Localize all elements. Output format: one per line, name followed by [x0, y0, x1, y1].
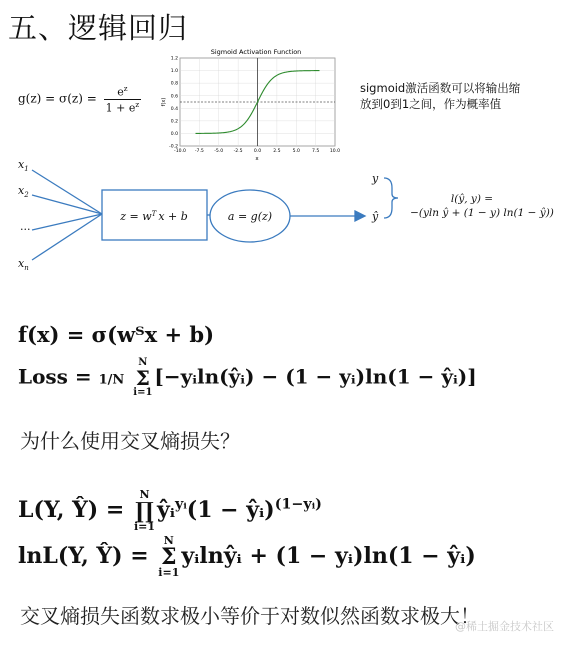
activation-label: a = g(z)	[227, 210, 273, 223]
sigmoid-fraction	[104, 84, 141, 114]
loss-line2: −(yln ŷ + (1 − y) ln(1 − ŷ))	[410, 207, 554, 219]
loss-formula	[18, 358, 477, 398]
log-likelihood-head: lnL(Y, Ŷ) =	[18, 543, 157, 569]
x-tick-label: 5.0	[292, 149, 300, 154]
frac-denominator: 1 + e	[105, 101, 136, 115]
x-tick-label: -7.5	[194, 149, 204, 154]
y-tick-label: 0.0	[170, 132, 178, 138]
x-tick-label: 7.5	[311, 149, 320, 154]
loss-formula-frac: 1/N	[98, 372, 125, 388]
loss-line1: l(ŷ, y) =	[450, 193, 494, 205]
y-tick-label: 0.8	[170, 81, 178, 87]
likelihood-term2: (1 − ŷᵢ)	[186, 497, 275, 523]
question-text: 为什么使用交叉熵损失？	[20, 429, 240, 453]
x-tick-label: 2.5	[273, 149, 281, 154]
chart-title: Sigmoid Activation Function	[210, 48, 302, 56]
sigmoid-definition-left: g(z) = σ(z) =	[18, 91, 101, 106]
frac-denominator-exp: z	[135, 99, 140, 109]
input-x1: $x_1$	[18, 158, 29, 173]
label-yhat: ŷ	[372, 210, 379, 223]
y-tick-label: 0.4	[170, 106, 178, 112]
model-formula: f(x) = σ(wᵀx + b)	[18, 322, 215, 347]
log-likelihood-formula	[18, 536, 476, 578]
input-x2: $x_2$	[18, 184, 29, 199]
linear-box-label: $z = w^T$ x + b	[120, 210, 188, 223]
sigmoid-note	[360, 80, 545, 112]
x-tick-label: -10.0	[174, 149, 186, 154]
input-ellipsis: ...	[20, 220, 31, 233]
input-edge-2	[32, 195, 102, 214]
frac-numerator-exp: z	[123, 84, 128, 93]
y-tick-label: 1.0	[170, 69, 178, 75]
likelihood-product: N ∏ i=1	[133, 488, 155, 533]
loss-formula-body: [−yᵢln(ŷᵢ) − (1 − yᵢ)ln(1 − ŷᵢ)]	[154, 364, 477, 389]
page-title: 五、逻辑回归	[8, 11, 189, 45]
x-tick-label: 10.0	[329, 149, 341, 154]
input-edge-3	[32, 214, 102, 230]
conclusion-text: 交叉熵损失函数求极小等价于对数似然函数求极大！	[20, 604, 480, 628]
sigmoid-chart	[160, 46, 342, 162]
frac-numerator: e	[117, 85, 124, 99]
x-tick-label: 0.0	[253, 149, 262, 154]
input-edge-4	[32, 214, 102, 260]
sigmoid-definition	[18, 84, 141, 114]
output-brace	[384, 178, 398, 218]
sigmoid-note-line1: sigmoid激活函数可以将输出缩	[360, 81, 521, 95]
x-tick-label: -2.5	[233, 149, 243, 154]
y-tick-label: 0.6	[170, 94, 178, 100]
likelihood-term1: ŷᵢ	[157, 497, 176, 523]
output-arrowhead	[355, 211, 365, 221]
chart-ylabel: f(x)	[161, 97, 167, 107]
watermark: @稀土掘金技术社区	[455, 620, 554, 633]
x-tick-label: -5.0	[214, 149, 224, 154]
y-tick-label: 0.2	[170, 119, 178, 125]
loss-sum: N Σ i=1	[133, 357, 153, 398]
likelihood-formula	[18, 490, 322, 532]
input-xn: $x_n$	[18, 257, 29, 272]
log-likelihood-sum: N Σ i=1	[158, 534, 180, 579]
y-tick-label: 1.2	[170, 56, 178, 62]
logistic-neuron-diagram	[10, 150, 580, 280]
label-y: y	[372, 172, 379, 185]
likelihood-exp2: (1−yᵢ)	[274, 496, 322, 513]
likelihood-exp1: yᵢ	[175, 496, 187, 513]
log-likelihood-body: yᵢlnŷᵢ + (1 − yᵢ)ln(1 − ŷᵢ)	[181, 543, 476, 569]
likelihood-head: L(Y, Ŷ) =	[18, 497, 132, 523]
y-tick-label: -0.2	[169, 144, 178, 150]
loss-formula-head: Loss =	[18, 364, 99, 389]
sigmoid-note-line2: 放到0到1之间，作为概率值	[360, 97, 502, 111]
input-edge-1	[32, 170, 102, 214]
chart-xlabel: x	[255, 156, 259, 162]
